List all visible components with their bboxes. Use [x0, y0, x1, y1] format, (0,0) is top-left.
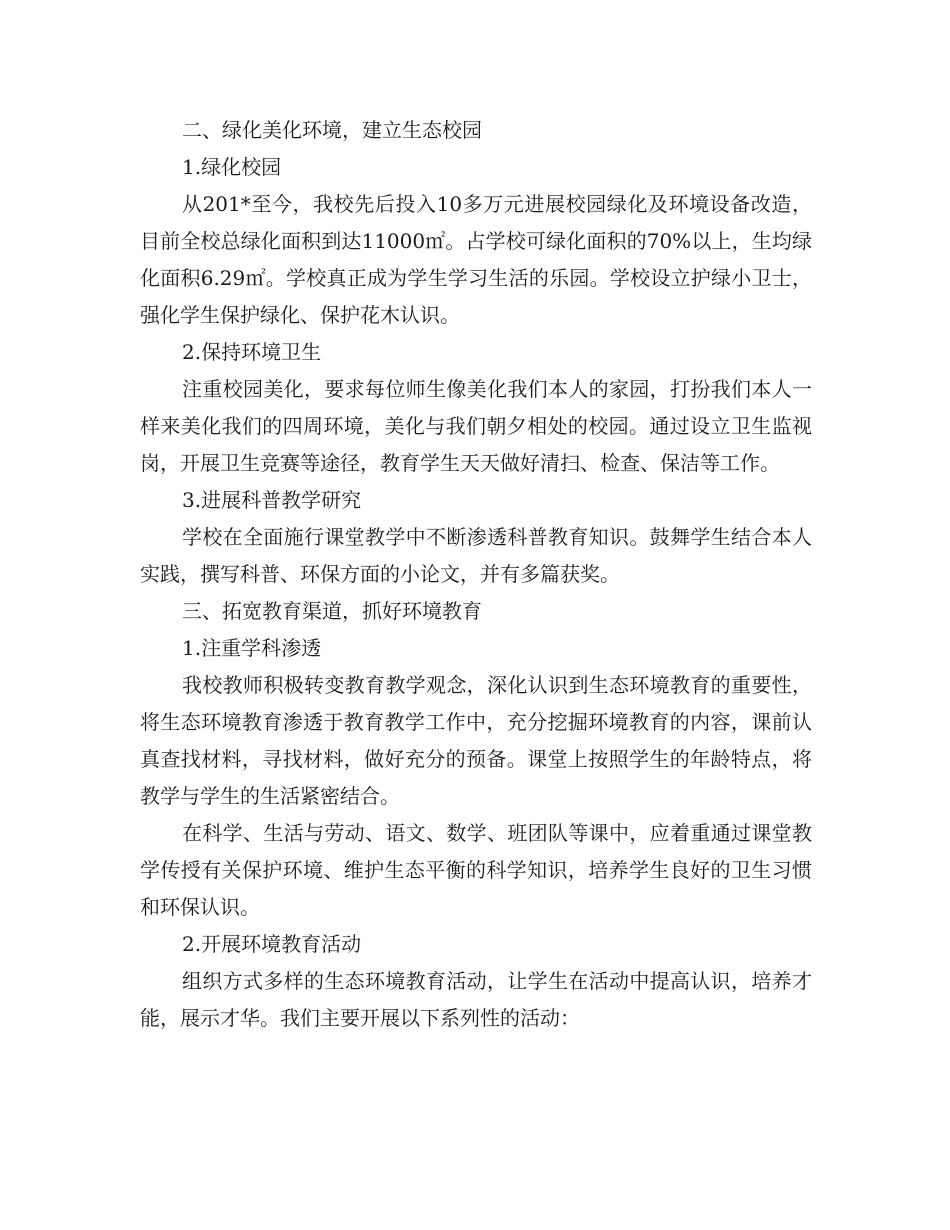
paragraph-classroom-teaching: 在科学、生活与劳动、语文、数学、班团队等课中，应着重通过课堂教学传授有关保护环境、维护生态平衡的科学知识，培养学生良好的卫生习惯和环保认识。 [140, 821, 812, 919]
section-heading-3: 三、拓宽教育渠道，抓好环境教育 [182, 599, 482, 623]
paragraph-greening: 从201*至今，我校先后投入10多万元进展校园绿化及环境设备改造，目前全校总绿化面积到达11000㎡。占学校可绿化面积的70%以上，生均绿化面积6.29㎡。学校真正成为学生学习生活的乐园。学校设立护绿小卫士，强化学生保护绿化、保护花木认识。 [140, 192, 812, 327]
subheading-hygiene: 2.保持环境卫生 [182, 340, 322, 364]
paragraph-teacher-concepts: 我校教师积极转变教育教学观念，深化认识到生态环境教育的重要性，将生态环境教育渗透于教育教学工作中，充分挖掘环境教育的内容，课前认真查找材料，寻找材料，做好充分的预备。课堂上按照学生的年龄特点，将教学与学生的生活紧密结合。 [140, 673, 812, 808]
subheading-subject-infiltration: 1.注重学科渗透 [182, 636, 322, 660]
paragraph-hygiene: 注重校园美化，要求每位师生像美化我们本人的家园，打扮我们本人一样来美化我们的四周环境，美化与我们朝夕相处的校园。通过设立卫生监视岗，开展卫生竞赛等途径，教育学生天天做好清扫、检查、保洁等工作。 [140, 377, 812, 475]
subheading-greening-campus: 1.绿化校园 [182, 155, 282, 179]
document-body [140, 112, 812, 1037]
subheading-activities: 2.开展环境教育活动 [182, 932, 362, 956]
section-heading-2: 二、绿化美化环境，建立生态校园 [182, 118, 482, 142]
paragraph-science-teaching: 学校在全面施行课堂教学中不断渗透科普教育知识。鼓舞学生结合本人实践，撰写科普、环保方面的小论文，并有多篇获奖。 [140, 525, 812, 586]
paragraph-activities: 组织方式多样的生态环境教育活动，让学生在活动中提高认识，培养才能，展示才华。我们主要开展以下系列性的活动： [140, 969, 812, 1030]
subheading-science-teaching: 3.进展科普教学研究 [182, 488, 362, 512]
